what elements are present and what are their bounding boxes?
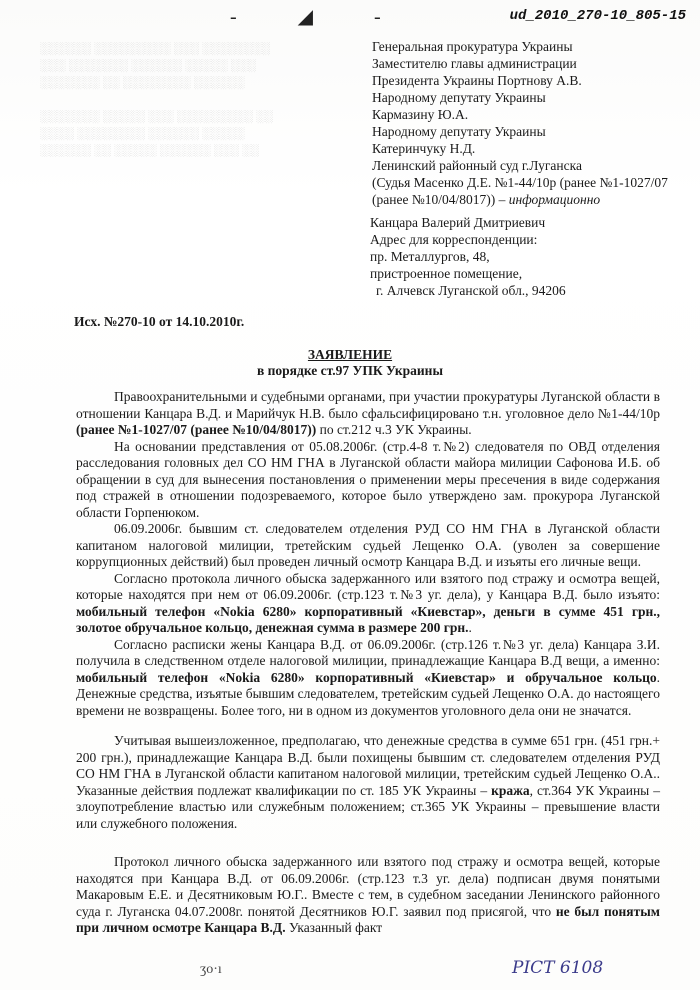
paragraph-text: . Денежные средства, изъятые бывшим следователем, третейским судьей Лещенко О.А. до настоящего времени не возвращены. Более того, ни в одном из документов уголовного дела они не значатся. — [76, 669, 660, 718]
address-label: Адрес для корреспонденции: — [370, 232, 538, 247]
paragraph-text: Указанный факт — [285, 920, 383, 935]
document-title: ЗАЯВЛЕНИЕ — [307, 347, 393, 362]
bleed-through-text: ░░░░░░ ░░░░░░░░░ ░░░ ░░░░░░░░ ░░░ ░░░░░░░ ░░░░░░ ░░░░░ ░░░ ░░░░░░░ ░░ ░░░░░░░░ ░░░░░░ ░░░░░░░ ░░░░░ ░░░ ░░░░░░░░░ ░░ ░░░░ ░░░░░░░░ ░░░░░░ ░░░░░ ░░░░░░ ░░ ░░░░░ ░░░░░░ ░░░ ░░ — [40, 41, 274, 157]
title-block — [0, 347, 700, 379]
address-premises: пристроенное помещение, — [370, 266, 523, 281]
recipient-line: Заместителю главы администрации — [372, 56, 577, 71]
applicant-block — [370, 214, 670, 299]
paragraph: 06.09.2006г. бывшим ст. следователем отделения РУД СО НМ ГНА в Луганской области капитаном налоговой милиции, третейским судьей Лещенко О.А. (уволен за совершение коррупционных действий) был проведен личный осмотр Канцара В.Д. и изъяты его личные вещи. — [76, 521, 660, 569]
recipient-line: Президента Украины Портнову А.В. — [372, 73, 582, 88]
paragraph-bold: не был понятым при личном осмотре Канцара В.Д. — [76, 903, 660, 935]
court-case-line — [372, 174, 672, 208]
recipients-block — [372, 38, 672, 208]
paragraph-text: Согласно протокола личного обыска задержанного или взятого под стражу и осмотра вещей, которые находятся при нем от 06.09.2006г. (стр.123 т.№3 уг. дела), у Канцара В.Д. было изъято: — [76, 570, 660, 602]
applicant-name: Канцара Валерий Дмитриевич — [370, 215, 546, 230]
paragraph-text: Правоохранительными и судебными органами, при участии прокуратуры Луганской области в отношении Канцара В.Д. и Марийчук Н.В. было сфальсифицировано т.н. уголовное дело №1-44/10р — [76, 389, 660, 421]
recipient-line: Ленинский районный суд г.Луганска — [372, 158, 582, 173]
document-subtitle: в порядке ст.97 УПК Украины — [256, 363, 443, 378]
court-case-note: информационно — [508, 192, 601, 207]
recipient-line: Народному депутату Украины — [372, 90, 546, 105]
document-id: ud_2010_270-10_805-15 — [509, 8, 686, 24]
paragraph — [76, 389, 660, 439]
paragraph-text: . — [468, 620, 472, 635]
handwritten-note: РІСТ 6108 — [512, 958, 604, 978]
paragraph — [76, 637, 660, 720]
paragraph-bold: мобильный телефон «Nokia 6280» корпоративный «Киевстар» и обручальное кольцо — [76, 669, 657, 685]
paragraph-text: по ст.212 ч.3 УК Украины. — [316, 422, 472, 437]
document-body — [76, 389, 660, 937]
paragraph-bold: мобильный телефон «Nokia 6280» корпоративный «Киевстар», деньги в сумме 451 грн., золотое обручальное кольцо, денежная сумма в размере 200 грн. — [76, 603, 660, 635]
paragraph-bold: кража — [491, 782, 530, 798]
scribble-mark: ʒo·ı — [200, 962, 222, 977]
recipient-line: Катеринчуку Н.Д. — [372, 141, 476, 156]
paragraph — [76, 854, 660, 937]
paragraph-bold: (ранее №1-1027/07 (ранее №10/04/8017)) — [76, 422, 317, 437]
recipient-line: Кармазину Ю.А. — [372, 107, 469, 122]
paragraph-text: , ст.364 УК Украины – злоупотребление властью или служебным положением; ст.365 УК Украины – превышение власти или служебного положения. — [76, 782, 660, 831]
paragraph — [76, 733, 660, 832]
recipient-line: Генеральная прокуратура Украины — [372, 39, 573, 54]
address-street: пр. Металлургов, 48, — [370, 249, 490, 264]
court-case-text: (Судья Масенко Д.Е. №1-44/10р (ранее №1-1027/07 (ранее №10/04/8017)) – — [372, 175, 668, 207]
paragraph: На основании представления от 05.08.2006г. (стр.4-8 т.№2) следователя по ОВД отделения расследования головных дел СО НМ ГНА в Луганской области майора милиции Сафонова И.Б. об обращении в суд для вынесения постановления о применении меры пресечения в виде содержания под стражей в отношении подозреваемого, которое было утверждено зам. прокурора Луганской области Горпенюком. — [76, 438, 660, 520]
paragraph-text: Протокол личного обыска задержанного или взятого под стражу и осмотра вещей, которые находятся при Канцара В.Д. от 06.09.2006г. (стр.123 т.3 уг. дела) подписан двумя понятыми Макаровым Е.Е. и Десятниковым Ю.Г.. Вместе с тем, в судебном заседании Ленинского районного суда г. Луганска 04.07.2008г. понятой Десятников Ю.Г. заявил под присягой, что — [76, 854, 660, 919]
outgoing-reference: Исх. №270-10 от 14.10.2010г. — [74, 314, 245, 329]
top-marks: - ◢ - — [230, 6, 409, 28]
recipient-line: Народному депутату Украины — [372, 124, 546, 139]
paragraph-text: Согласно расписки жены Канцара В.Д. от 06.09.2006г. (стр.126 т.№3 уг. дела) Канцара З.И. получила в следственном отделе налоговой милиции, принадлежащие Канцара В.Д вещи, а именно: — [76, 636, 660, 668]
paragraph-text: Учитывая вышеизложенное, предполагаю, что денежные средства в сумме 651 грн. (451 грн.+ 200 грн.), принадлежащие Канцара В.Д. были похищены бывшим ст. следователем отделения РУД СО НМ ГНА в Луганской области капитаном налоговой милиции, третейским судьей Лещенко О.А.. Указанные действия подлежат квалификации по ст. 185 УК Украины – — [76, 733, 660, 798]
address-city: г. Алчевск Луганской обл., 94206 — [376, 283, 566, 298]
paragraph — [76, 571, 660, 637]
